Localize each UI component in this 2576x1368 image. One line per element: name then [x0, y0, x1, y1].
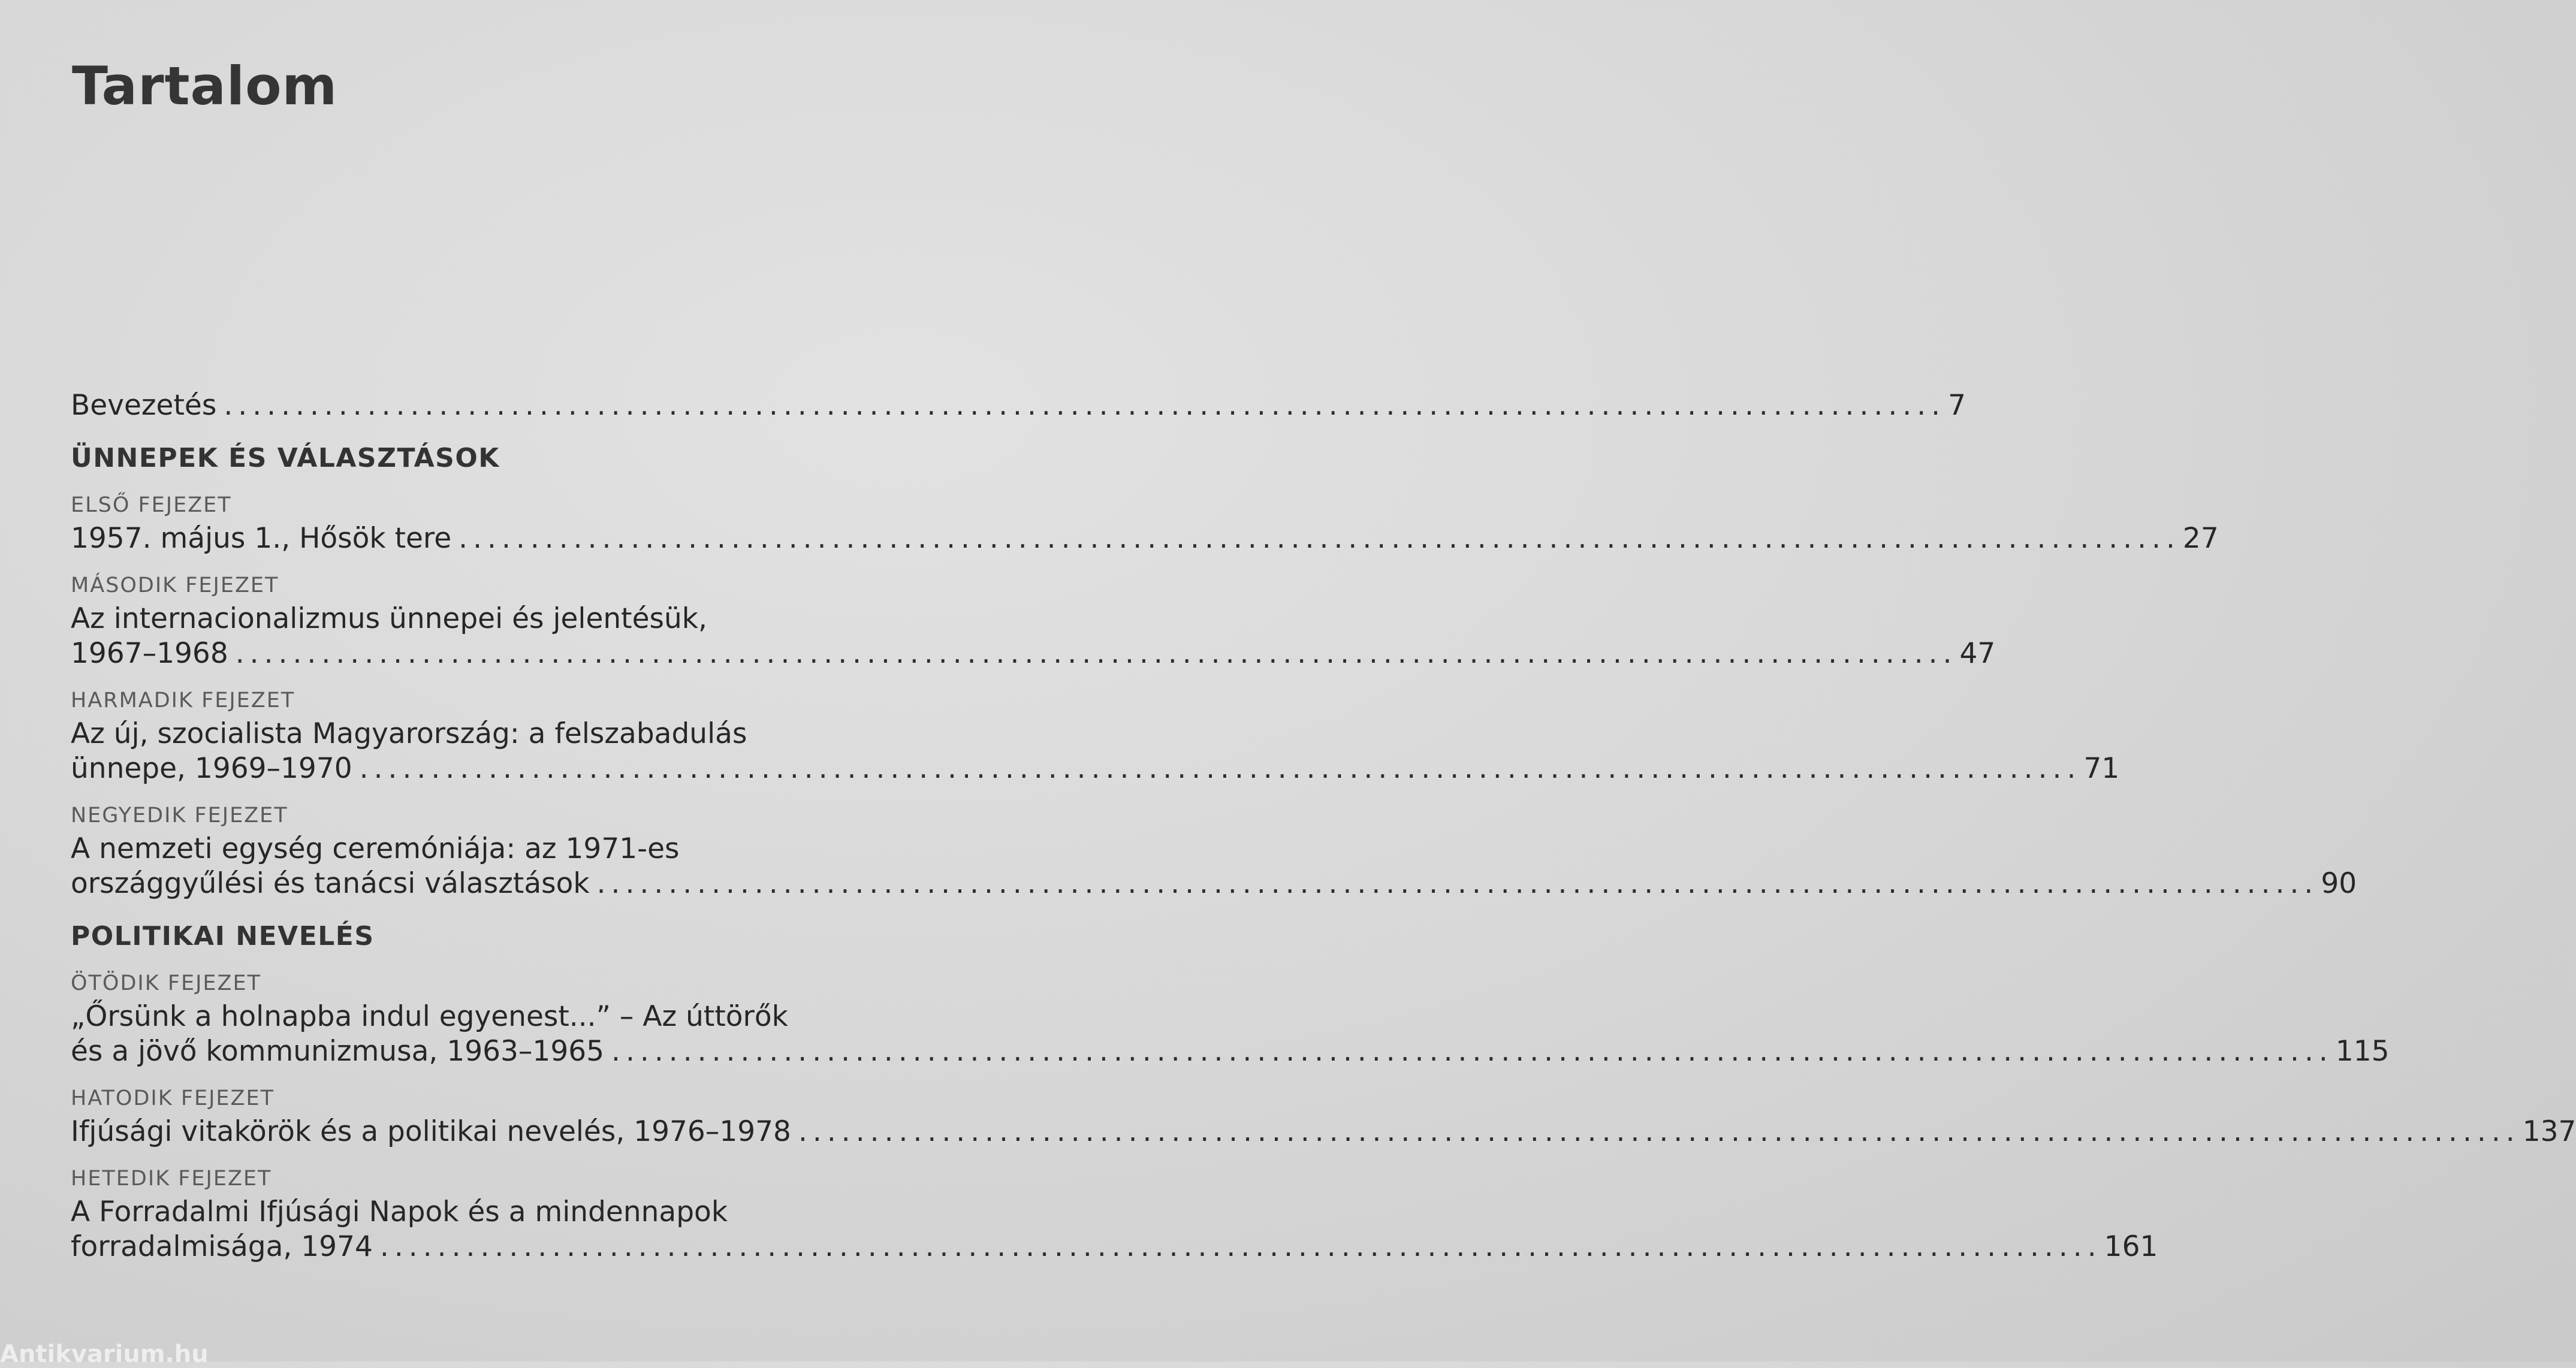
toc-entry-title: Ifjúsági vitakörök és a politikai nevelés, 1976–1978 — [71, 1115, 791, 1148]
leader-dots: ........................................................................................................................ — [611, 1035, 2333, 1068]
leader-dots: ........................................................................................................................ — [459, 522, 2180, 555]
toc-chapter — [71, 1165, 2158, 1264]
toc-page-number: 137 — [2522, 1115, 2576, 1148]
leader-dots: ........................................................................................................................ — [798, 1115, 2520, 1148]
toc-chapter — [71, 491, 2219, 556]
table-of-contents — [71, 388, 2576, 1280]
part-heading: ÜNNEPEK ÉS VÁLASZTÁSOK — [71, 443, 500, 473]
toc-entry-title: Az internacionalizmus ünnepei és jelentésük, — [71, 602, 707, 635]
part-heading: POLITIKAI NEVELÉS — [71, 921, 375, 952]
toc-entry-title-continued: ünnepe, 1969–1970 — [71, 752, 352, 785]
toc-page-number: 90 — [2321, 867, 2357, 900]
leader-dots: ........................................................................................................................ — [224, 389, 1946, 422]
leader-dots: ........................................................................................................................ — [379, 1230, 2102, 1263]
toc-entry-title-continued: 1967–1968 — [71, 637, 228, 670]
leader-dots: ........................................................................................................................ — [235, 637, 1957, 670]
toc-chapter — [71, 970, 2390, 1069]
page-title: Tartalom — [72, 55, 338, 117]
toc-chapter — [71, 802, 2357, 901]
toc-entry-title: Bevezetés — [71, 389, 217, 422]
watermark: Antikvarium.hu — [0, 1340, 209, 1368]
toc-page-number: 71 — [2083, 752, 2120, 785]
toc-entry-title: A nemzeti egység ceremóniája: az 1971-es — [71, 832, 680, 865]
toc-entry-intro — [71, 388, 1966, 423]
toc-entry-title: Az új, szocialista Magyarország: a felszabadulás — [71, 717, 747, 750]
chapter-label: HETEDIK FEJEZET — [71, 1167, 272, 1191]
toc-entry-title: A Forradalmi Ifjúsági Napok és a mindennapok — [71, 1195, 728, 1228]
chapter-label: ÖTÖDIK FEJEZET — [71, 971, 261, 995]
toc-entry-title-continued: és a jövő kommunizmusa, 1963–1965 — [71, 1035, 605, 1068]
toc-page-number: 47 — [1959, 637, 1996, 670]
toc-page-number: 115 — [2335, 1035, 2390, 1068]
chapter-label: HARMADIK FEJEZET — [71, 688, 295, 712]
toc-chapter — [71, 572, 1996, 671]
leader-dots: ........................................................................................................................ — [359, 752, 2082, 785]
toc-entry-title: 1957. május 1., Hősök tere — [71, 522, 452, 555]
toc-page-number: 161 — [2104, 1230, 2158, 1263]
chapter-label: ELSŐ FEJEZET — [71, 493, 232, 517]
toc-entry-title-continued: országgyűlési és tanácsi választások — [71, 867, 590, 900]
toc-chapter — [71, 1085, 2576, 1149]
toc-entry-title: „Őrsünk a holnapba indul egyenest...” – Az úttörők — [71, 1000, 788, 1033]
toc-entry-title-continued: forradalmisága, 1974 — [71, 1230, 373, 1263]
toc-chapter — [71, 687, 2120, 786]
chapter-label: HATODIK FEJEZET — [71, 1086, 275, 1110]
chapter-label: MÁSODIK FEJEZET — [71, 573, 279, 597]
toc-page-number: 7 — [1948, 389, 1966, 422]
toc-page-number: 27 — [2182, 522, 2219, 555]
chapter-label: NEGYEDIK FEJEZET — [71, 804, 288, 828]
leader-dots: ........................................................................................................................ — [596, 867, 2319, 900]
